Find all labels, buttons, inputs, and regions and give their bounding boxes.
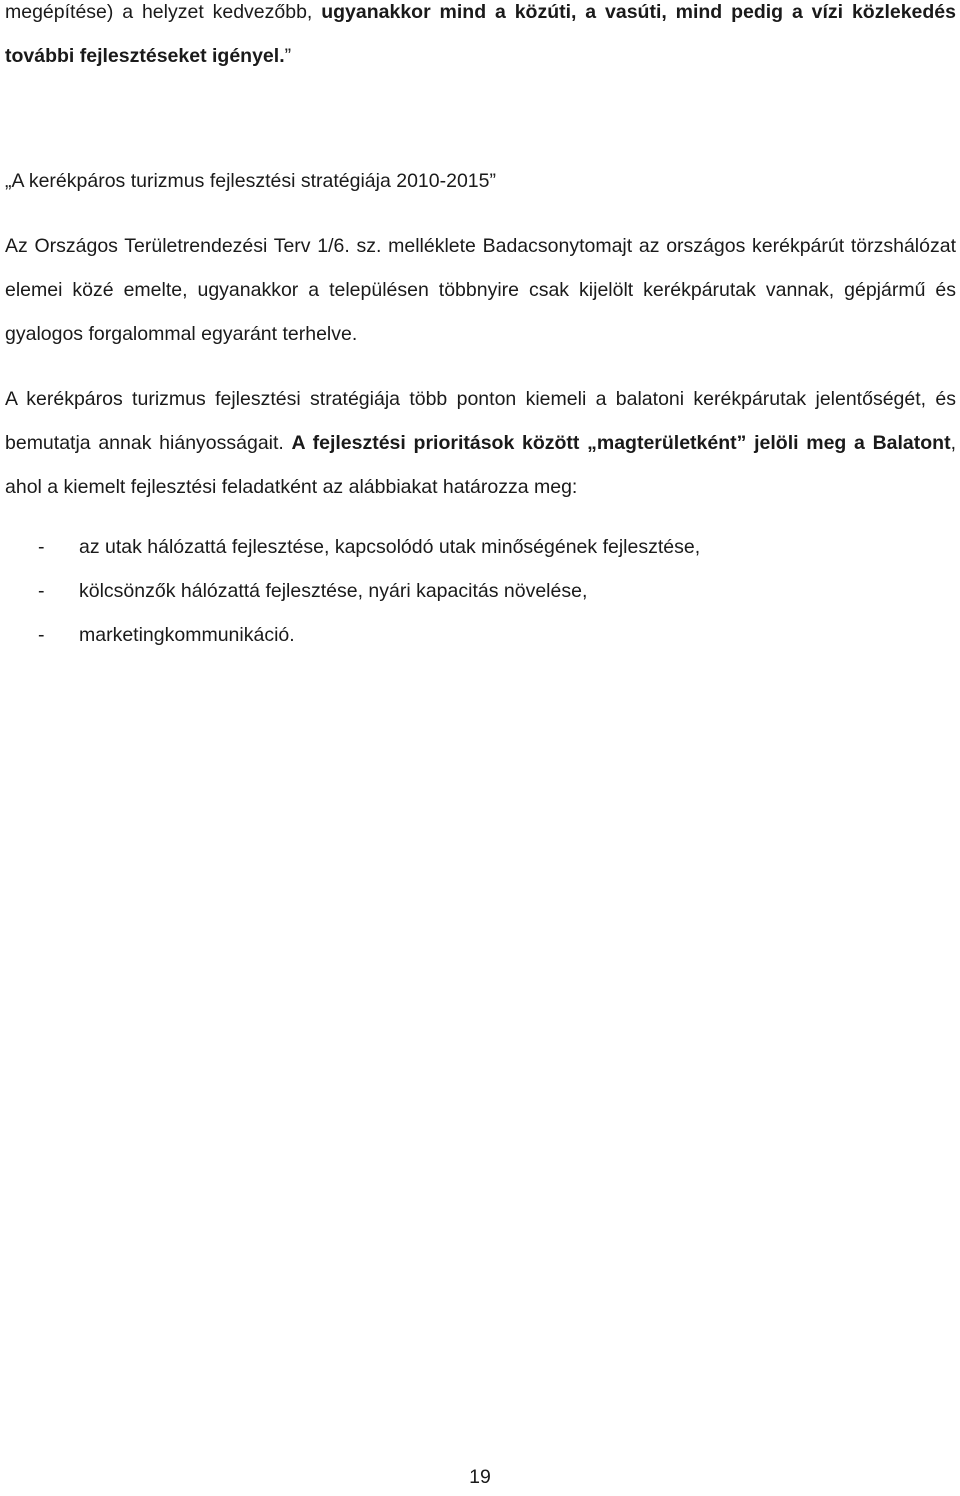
list-item-text: az utak hálózattá fejlesztése, kapcsolódó utak minőségének fejlesztése, [79, 536, 701, 558]
intro-closing-quote: ” [284, 45, 292, 67]
list-item [38, 613, 700, 657]
task-list [38, 525, 700, 657]
section-heading: „A kerékpáros turizmus fejlesztési stratégiája 2010-2015” [5, 170, 496, 192]
list-item [38, 569, 700, 613]
list-item-text: kölcsönzők hálózattá fejlesztése, nyári kapacitás növelése, [79, 580, 588, 602]
page-number: 19 [469, 1466, 491, 1488]
strategy-paragraph [5, 377, 956, 509]
list-dash: - [38, 580, 45, 602]
list-item [38, 525, 700, 569]
intro-bold-text: ugyanakkor mind a közúti, a vasúti, mind pedig a vízi közlekedés további fejlesztéseket igényel. [5, 1, 956, 67]
intro-paragraph [5, 0, 956, 78]
list-dash: - [38, 624, 45, 646]
plan-paragraph: Az Országos Területrendezési Terv 1/6. sz. melléklete Badacsonytomajt az országos kerékpárút törzshálózat elemei közé emelte, ugyanakkor a településen többnyire csak kijelölt kerékpárutak vannak, gépjármű és gyalogos forgalommal egyaránt terhelve. [5, 235, 956, 345]
list-item-text: marketingkommunikáció. [79, 624, 295, 646]
strategy-text: A kerékpáros turizmus fejlesztési stratégiája több ponton kiemeli a balatoni kerékpárutak jelentőségét, és bemutatja annak hiányosságait. [5, 388, 956, 454]
strategy-text-end: , ahol a kiemelt fejlesztési feladatként az alábbiakat határozza meg: [5, 432, 957, 498]
list-dash: - [38, 536, 45, 558]
intro-text: megépítése) a helyzet kedvezőbb, [5, 1, 322, 23]
strategy-bold-text: A fejlesztési prioritások között „magterületként” jelöli meg a Balatont [291, 432, 951, 454]
